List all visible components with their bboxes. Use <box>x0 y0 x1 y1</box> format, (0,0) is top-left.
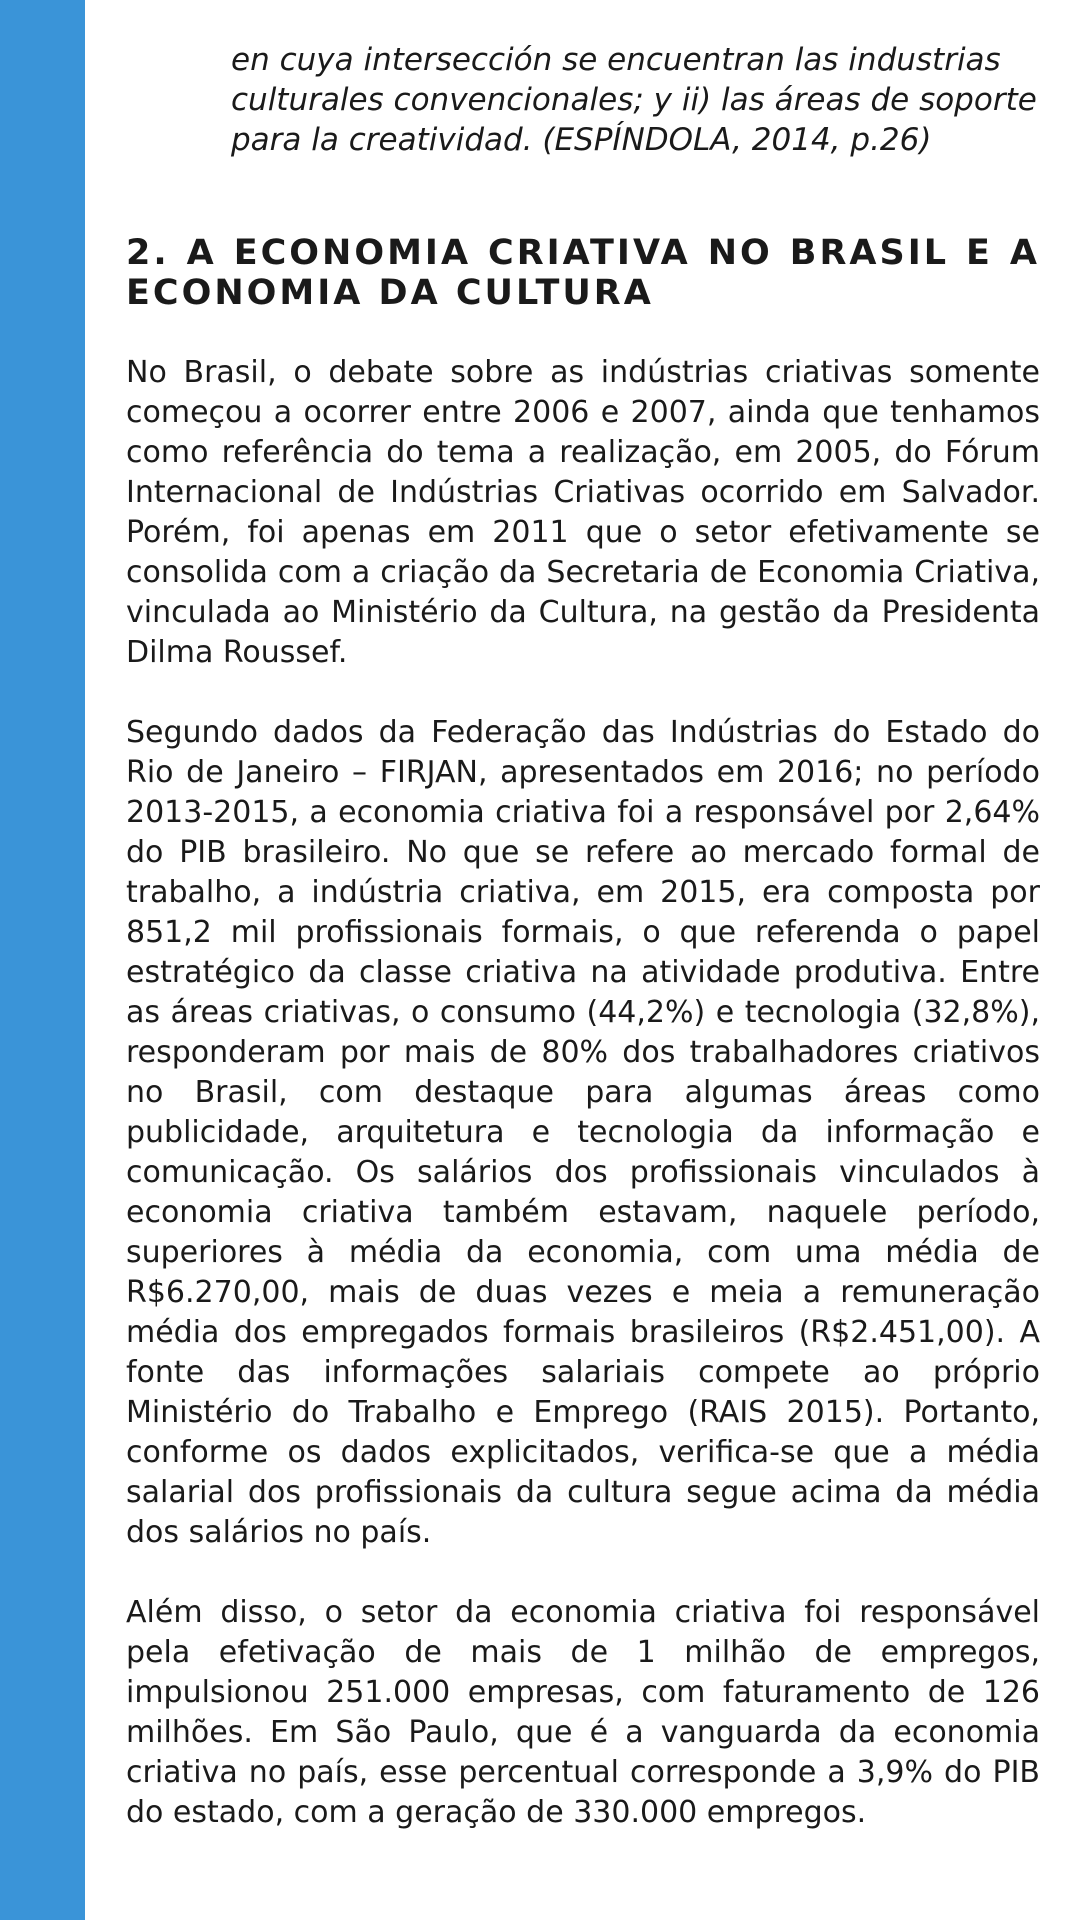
page-content <box>126 40 1040 1833</box>
block-quote: en cuya intersección se encuentran las industrias culturales convencionales; y ii) las áreas de soporte para la creatividad. (ESPÍNDOLA, 2014, p.26) <box>231 42 1037 158</box>
paragraph-3: Além disso, o setor da economia criativa foi responsável pela efetivação de mais de 1 milhão de empregos, impulsionou 251.000 empresas, com faturamento de 126 milhões. Em São Paulo, que é a vanguarda da economia criativa no país, esse percentual corresponde a 3,9% do PIB do estado, com a geração de 330.000 empregos. <box>126 1595 1040 1830</box>
paragraph-1: No Brasil, o debate sobre as indústrias criativas somente começou a ocorrer entre 2006 e 2007, ainda que tenhamos como referência do tema a realização, em 2005, do Fórum Internacional de Indústrias Criativas ocorrido em Salvador. Porém, foi apenas em 2011 que o setor efetivamente se consolida com a criação da Secretaria de Economia Criativa, vinculada ao Ministério da Cultura, na gestão da Presidenta Dilma Roussef. <box>126 355 1040 670</box>
section-title: 2. A ECONOMIA CRIATIVA NO BRASIL E A ECONOMIA DA CULTURA <box>126 233 1040 313</box>
side-color-bar <box>0 0 85 1920</box>
paragraph-2: Segundo dados da Federação das Indústrias do Estado do Rio de Janeiro – FIRJAN, apresentados em 2016; no período 2013-2015, a economia criativa foi a responsável por 2,64% do PIB brasileiro. No que se refere ao mercado formal de trabalho, a indústria criativa, em 2015, era composta por 851,2 mil profissionais formais, o que referenda o papel estratégico da classe criativa na atividade produtiva. Entre as áreas criativas, o consumo (44,2%) e tecnologia (32,8%), responderam por mais de 80% dos trabalhadores criativos no Brasil, com destaque para algumas áreas como publicidade, arquitetura e tecnologia da informação e comunicação. Os salários dos profissionais vinculados à economia criativa também estavam, naquele período, superiores à média da economia, com uma média de R$6.270,00, mais de duas vezes e meia a remuneração média dos empregados formais brasileiros (R$2.451,00). A fonte das informações salariais compete ao próprio Ministério do Trabalho e Emprego (RAIS 2015). Portanto, conforme os dados explicitados, verifica-se que a média salarial dos profissionais da cultura segue acima da média dos salários no país. <box>126 715 1040 1550</box>
